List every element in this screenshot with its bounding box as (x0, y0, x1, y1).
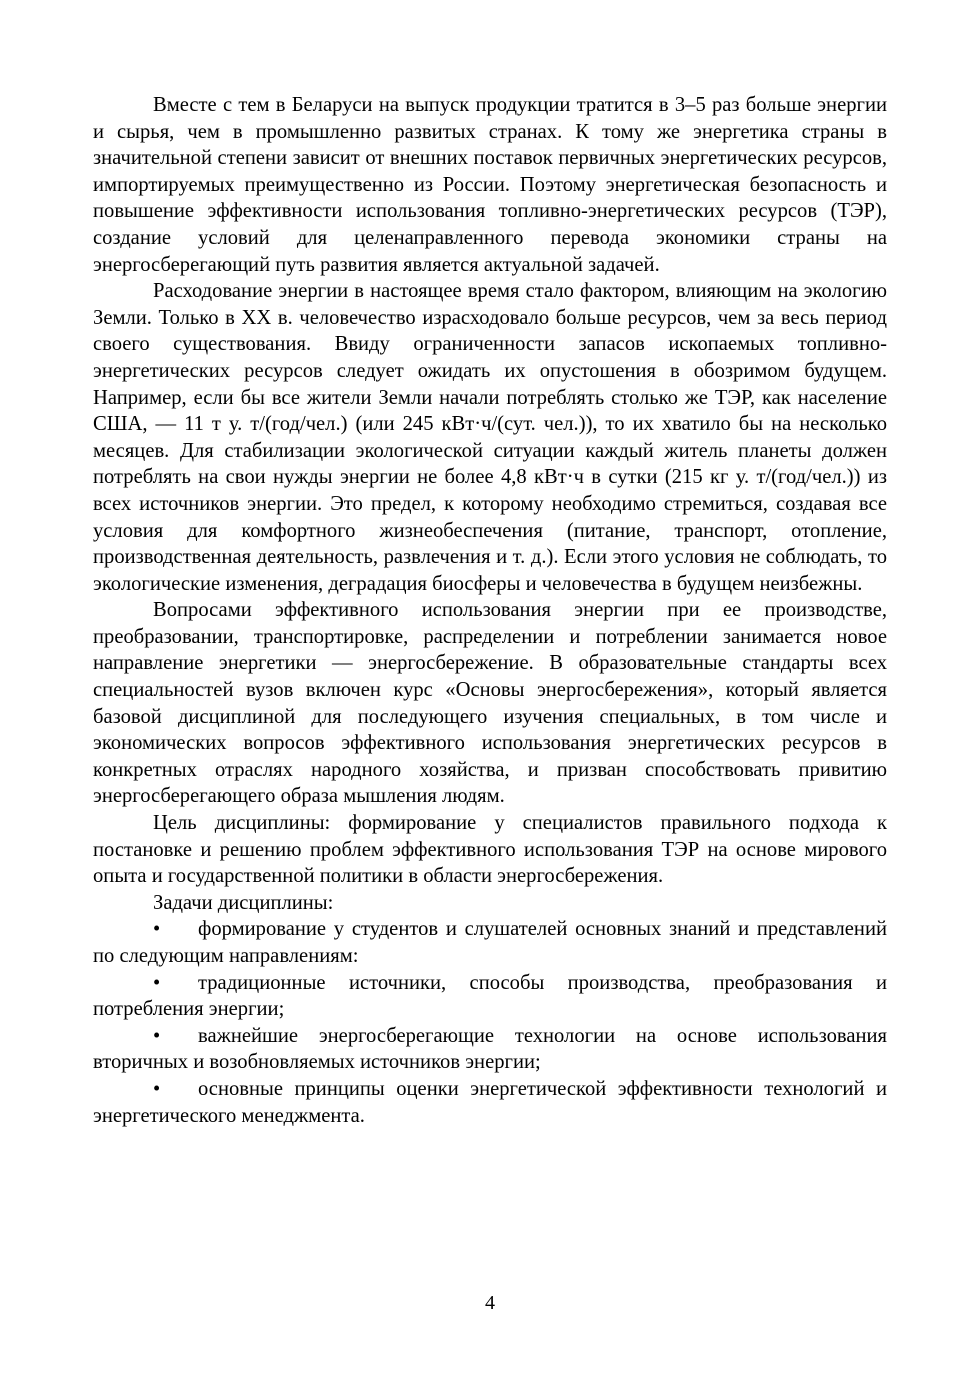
list-item-text: формирование у студентов и слушателей основных знаний и представлений по следующим направлениям: (93, 918, 887, 967)
bullet-icon: • (153, 1077, 161, 1100)
paragraph-energy-saving-course: Вопросами эффективного использования энергии при ее производстве, преобразовании, транспортировке, распределении и потреблении занимается новое направление энергетики — энергосбережение. В образовательные стандарты всех специальностей вузов включен курс «Основы энергосбережения», который является базовой дисциплиной для последующего изучения специальных, в том числе и экономических вопросов эффективного использования энергетических ресурсов в конкретных отраслях народного хозяйства, и призван способствовать привитию энергосберегающего образа мышления людям. (93, 599, 887, 808)
paragraph-ecology: Расходование энергии в настоящее время стало фактором, влияющим на экологию Земли. Только в XX в. человечество израсходовало больше ресурсов, чем за весь период своего существования. Ввиду ограниченности запасов ископаемых топливно-энергетических ресурсов следует ожидать их опустошения в обозримом будущем. Например, если бы все жители Земли начали потреблять столько же ТЭР, как население США, — 11 т у. т/(год/чел.) (или 245 кВт·ч/(сут. чел.)), то их хватило бы на несколько месяцев. Для стабилизации экологической ситуации каждый житель планеты должен потреблять на свои нужды энергии не более 4,8 кВт·ч в сутки (215 кг у. т/(год/чел.)) из всех источников энергии. Это предел, к которому необходимо стремиться, создавая все условия для комфортного жизнеобеспечения (питание, транспорт, отопление, производственная деятельность, развлечения и т. д.). Если этого условия не соблюдать, то экологические изменения, деградация биосферы и человечества в будущем неизбежны. (93, 280, 887, 595)
list-item-text: основные принципы оценки энергетической эффективности технологий и энергетического менеджмента. (93, 1077, 887, 1127)
list-item (93, 1023, 887, 1076)
paragraph-energy-intensity: Вместе с тем в Беларуси на выпуск продукции тратится в 3–5 раз больше энергии и сырья, чем в промышленно развитых странах. К тому же энергетика страны в значительной степени зависит от внешних поставок первичных энергетических ресурсов, импортируемых преимущественно из России. Поэтому энергетическая безопасность и повышение эффективности использования топливно-энергетических ресурсов (ТЭР), создание условий для целенаправленного перевода экономики страны на энергосберегающий путь развития является актуальной задачей. (93, 94, 887, 276)
page-body (93, 92, 887, 1129)
bullet-icon: • (153, 1024, 161, 1047)
list-item-text: важнейшие энергосберегающие технологии на основе использования вторичных и возобновляемых источников энергии; (93, 1024, 887, 1074)
list-item (93, 1076, 887, 1129)
list-item (93, 916, 887, 969)
list-item-text: традиционные источники, способы производства, преобразования и потребления энергии; (93, 971, 887, 1021)
paragraph-course-tasks-heading: Задачи дисциплины: (153, 891, 334, 914)
paragraph-course-goal: Цель дисциплины: формирование у специалистов правильного подхода к постановке и решению проблем эффективного использования ТЭР на основе мирового опыта и государственной политики в области энергосбережения. (93, 812, 887, 888)
bullet-icon: • (153, 918, 161, 941)
list-item (93, 970, 887, 1023)
bullet-icon: • (153, 971, 161, 994)
page-number: 4 (485, 1292, 495, 1314)
